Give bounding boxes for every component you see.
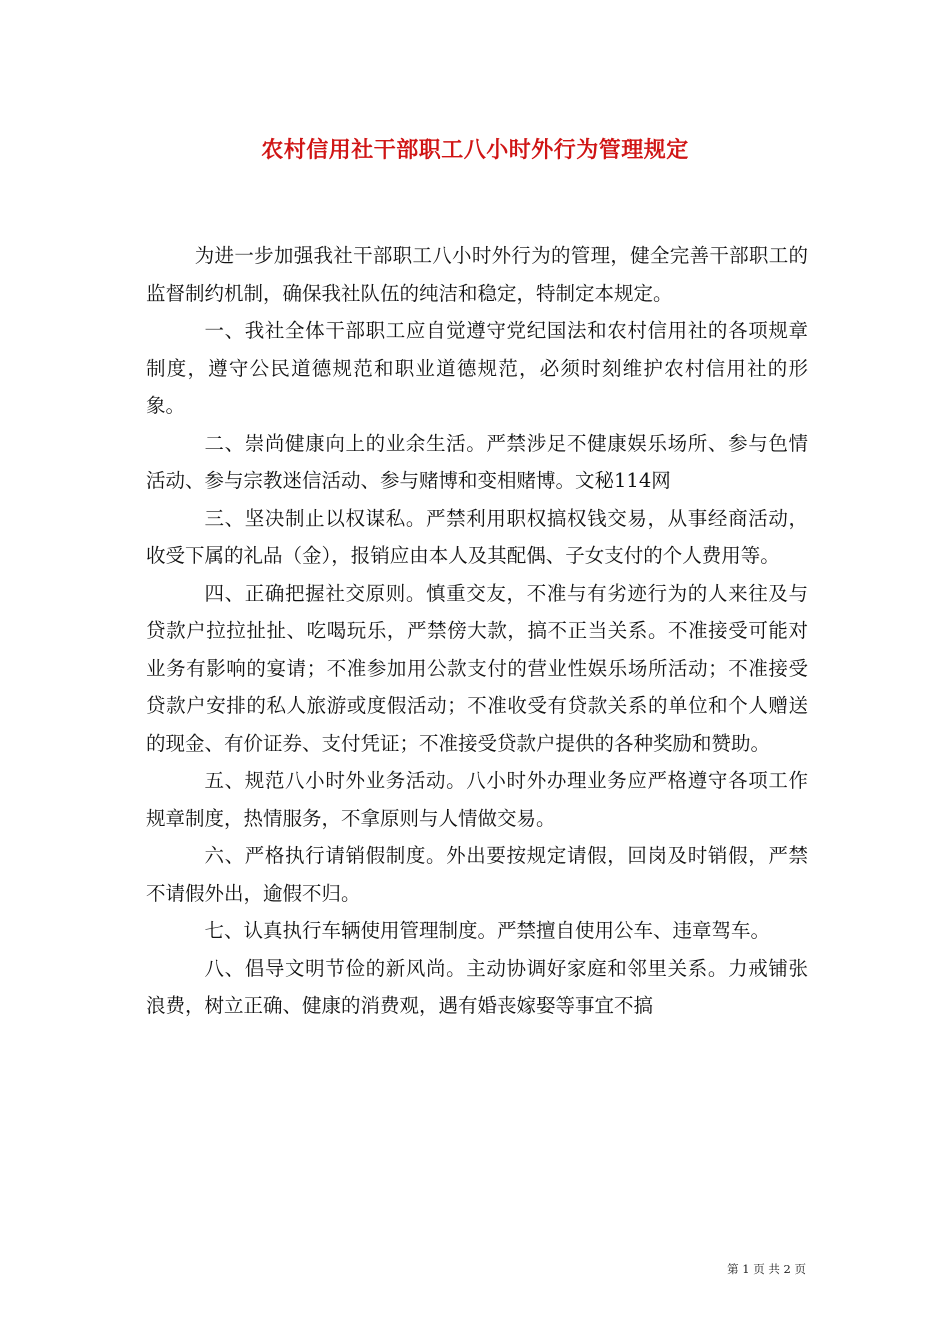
paragraph-5: 五、规范八小时外业务活动。八小时外办理业务应严格遵守各项工作规章制度，热情服务，不拿原则与人情做交易。	[146, 769, 808, 830]
paragraph-7: 七、认真执行车辆使用管理制度。严禁擅自使用公车、违章驾车。	[204, 919, 771, 942]
paragraph-3: 三、坚决制止以权谋私。严禁利用职权搞权钱交易，从事经商活动，收受下属的礼品（金），报销应由本人及其配偶、子女支付的个人费用等。	[146, 506, 808, 567]
paragraph-6: 六、严格执行请销假制度。外出要按规定请假，回岗及时销假，严禁不请假外出，逾假不归。	[146, 844, 808, 905]
paragraph-8: 八、倡导文明节俭的新风尚。主动协调好家庭和邻里关系。力戒铺张浪费，树立正确、健康的消费观，遇有婚丧嫁娶等事宜不搞	[146, 956, 808, 1017]
paragraph-4: 四、正确把握社交原则。慎重交友，不准与有劣迹行为的人来往及与贷款户拉拉扯扯、吃喝玩乐，严禁傍大款，搞不正当关系。不准接受可能对业务有影响的宴请；不准参加用公款支付的营业性娱乐场所活动；不准接受贷款户安排的私人旅游或度假活动；不准收受有贷款关系的单位和个人赠送的现金、有价证券、支付凭证；不准接受贷款户提供的各种奖励和赞助。	[146, 581, 808, 755]
paragraph-1: 一、我社全体干部职工应自觉遵守党纪国法和农村信用社的各项规章制度，遵守公民道德规范和职业道德规范，必须时刻维护农村信用社的形象。	[146, 319, 808, 417]
intro-paragraph: 为进一步加强我社干部职工八小时外行为的管理，健全完善干部职工的监督制约机制，确保我社队伍的纯洁和稳定，特制定本规定。	[146, 244, 808, 305]
paragraph-2: 二、崇尚健康向上的业余生活。严禁涉足不健康娱乐场所、参与色情活动、参与宗教迷信活动、参与赌博和变相赌博。文秘114网	[146, 431, 808, 492]
document-body	[146, 237, 808, 1025]
page-indicator: 第 1 页 共 2 页	[727, 1262, 806, 1276]
document-title: 农村信用社干部职工八小时外行为管理规定	[261, 137, 689, 163]
